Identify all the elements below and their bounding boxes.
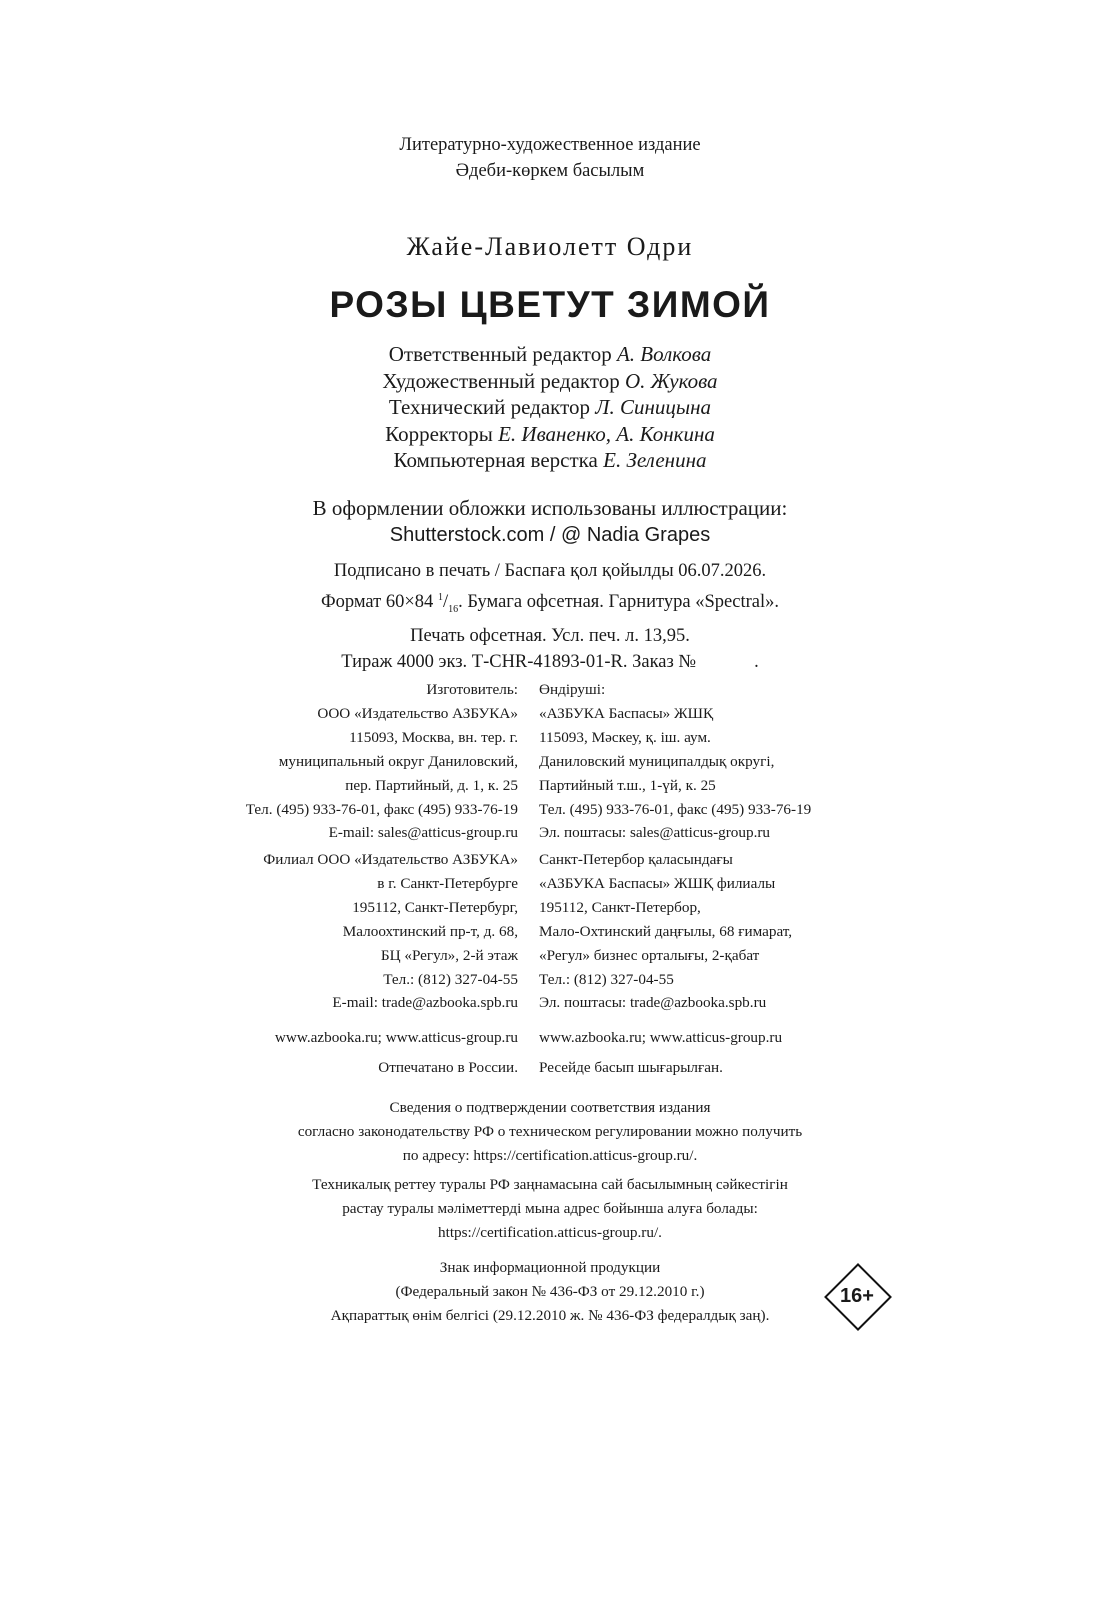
text-line: Партийный т.ш., 1-үй, к. 25 xyxy=(539,776,716,794)
text-line: пер. Партийный, д. 1, к. 25 xyxy=(345,776,518,794)
certification-kz xyxy=(0,1173,1100,1245)
text-line: Тел. (495) 933-76-01, факс (495) 933-76-19 xyxy=(245,800,518,818)
age-rating-badge xyxy=(822,1261,892,1331)
credits-block xyxy=(0,341,1100,474)
credit-name: Е. Иваненко, А. Конкина xyxy=(498,421,715,446)
text-line: по адресу: https://certification.atticus-group.ru/. xyxy=(402,1147,698,1164)
credit-name: Е. Зеленина xyxy=(603,448,707,472)
credit-line xyxy=(0,394,1100,421)
web-block xyxy=(0,1026,1100,1052)
book-title: РОЗЫ ЦВЕТУТ ЗИМОЙ xyxy=(329,284,771,325)
text-line: 115093, Москва, вн. тер. г. xyxy=(349,728,518,746)
author-name: Жайе-Лавиолетт Одри xyxy=(406,232,694,261)
text-line: «АЗБУКА Баспасы» ЖШҚ xyxy=(539,704,714,722)
text-line: муниципальный округ Даниловский, xyxy=(278,752,518,770)
web-kz: www.azbooka.ru; www.atticus-group.ru xyxy=(539,1029,783,1046)
text-line: БЦ «Регул», 2-й этаж xyxy=(380,946,518,964)
text-line: Мало-Охтинский даңғылы, 68 ғимарат, xyxy=(539,922,793,940)
credit-line xyxy=(0,421,1100,448)
print-format: Формат 60×84 $^1/_{16}$. Бумага офсетная. Гарнитура «Spectral». xyxy=(321,591,779,615)
text-line: Знак информационной продукции xyxy=(439,1259,661,1276)
manufacturer-block xyxy=(0,678,1100,846)
email-line: Эл. поштасы: trade@azbooka.spb.ru xyxy=(539,994,767,1012)
text-line: «АЗБУКА Баспасы» ЖШҚ филиалы xyxy=(539,874,776,892)
branch-ru xyxy=(263,848,518,1015)
format-suffix: . Бумага офсетная. Гарнитура «Spectral». xyxy=(458,591,779,612)
credit-role: Ответственный редактор xyxy=(388,342,612,366)
print-specs xyxy=(0,558,1100,676)
cover-credits-line: В оформлении обложки использованы иллюстрации: xyxy=(312,496,788,520)
print-run-text: Тираж 4000 экз. Т-CHR-41893-01-R. Заказ № xyxy=(341,652,697,673)
text-line: Тел.: (812) 327-04-55 xyxy=(383,970,518,988)
credit-role: Технический редактор xyxy=(388,395,591,419)
email-line: E-mail: trade@azbooka.spb.ru xyxy=(332,994,518,1012)
text-line: Изготовитель: xyxy=(426,681,518,698)
text-line: (Федеральный закон № 436-ФЗ от 29.12.2010 г.) xyxy=(395,1283,705,1300)
branch-block xyxy=(0,848,1100,1018)
cover-credits xyxy=(0,495,1100,548)
credit-line xyxy=(0,368,1100,395)
text-line: 195112, Санкт-Петербург, xyxy=(352,898,518,916)
credit-role: Корректоры xyxy=(385,421,493,446)
text-line: растау туралы мәліметтерді мына адрес бойынша алуға болады: xyxy=(342,1200,758,1217)
text-line: 195112, Санкт-Петербор, xyxy=(539,898,701,916)
text-line: «Регул» бизнес орталығы, 2-қабат xyxy=(539,946,760,964)
text-line: Тел. (495) 933-76-01, факс (495) 933-76-19 xyxy=(539,800,812,818)
printed-in-block xyxy=(0,1056,1100,1082)
cover-credits-source: Shutterstock.com / @ Nadia Grapes xyxy=(389,523,711,546)
text-line: https://certification.atticus-group.ru/. xyxy=(438,1224,662,1241)
print-press: Печать офсетная. Усл. печ. л. 13,95. xyxy=(410,625,690,646)
format-denominator: 16 xyxy=(448,603,459,615)
text-line: согласно законодательству РФ о техническом регулировании можно получить xyxy=(297,1123,803,1140)
credit-name: Л. Синицына xyxy=(595,395,712,419)
text-line: Малоохтинский пр-т, д. 68, xyxy=(342,922,518,940)
email-line: E-mail: sales@atticus-group.ru xyxy=(328,824,518,842)
credit-name: А. Волкова xyxy=(616,342,712,366)
print-signed: Подписано в печать / Баспаға қол қойылды 06.07.2026. xyxy=(333,561,767,581)
edition-type-kz: Әдеби-көркем басылым xyxy=(455,161,645,181)
age-rating-text: 16+ xyxy=(840,1284,874,1307)
text-line: Өндіруші: xyxy=(539,681,606,698)
credit-role: Компьютерная верстка xyxy=(393,448,598,472)
text-line: Филиал ООО «Издательство АЗБУКА» xyxy=(263,851,518,868)
credit-line xyxy=(0,341,1100,368)
text-line: Сведения о подтверждении соответствия издания xyxy=(389,1099,711,1116)
credit-role: Художественный редактор xyxy=(382,368,620,393)
text-line: Тел.: (812) 327-04-55 xyxy=(539,970,674,988)
email-line: Эл. поштасы: sales@atticus-group.ru xyxy=(539,824,771,842)
edition-type xyxy=(0,132,1100,184)
format-prefix: Формат 60×84 xyxy=(321,591,434,612)
credit-line xyxy=(0,447,1100,474)
branch-kz xyxy=(539,848,792,1015)
print-run xyxy=(0,649,1100,676)
manufacturer-kz xyxy=(539,678,811,845)
text-line: 115093, Мәскеу, қ. іш. аум. xyxy=(539,728,711,746)
printed-ru: Отпечатано в России. xyxy=(378,1059,518,1076)
info-product-sign xyxy=(0,1256,1100,1328)
web-ru: www.azbooka.ru; www.atticus-group.ru xyxy=(274,1029,518,1046)
edition-type-ru: Литературно-художественное издание xyxy=(399,135,701,155)
manufacturer-ru xyxy=(246,678,518,845)
text-line: Техникалық реттеу туралы РФ заңнамасына сай басылымның сәйкестігін xyxy=(312,1176,788,1193)
text-line: в г. Санкт-Петербурге xyxy=(377,874,518,892)
text-line: Ақпараттық өнім белгісі (29.12.2010 ж. № 436-ФЗ федералдық заң). xyxy=(330,1307,770,1324)
certification-ru xyxy=(0,1096,1100,1168)
text-line: Даниловский муниципалдық округі, xyxy=(539,752,775,770)
printed-kz: Ресейде басып шығарылған. xyxy=(539,1059,723,1076)
format-numerator: 1 xyxy=(437,591,443,603)
text-line: ООО «Издательство АЗБУКА» xyxy=(317,704,518,722)
credit-name: О. Жукова xyxy=(624,368,718,393)
text-line: Санкт-Петербор қаласындағы xyxy=(539,851,733,868)
print-run-end: . xyxy=(754,652,759,673)
